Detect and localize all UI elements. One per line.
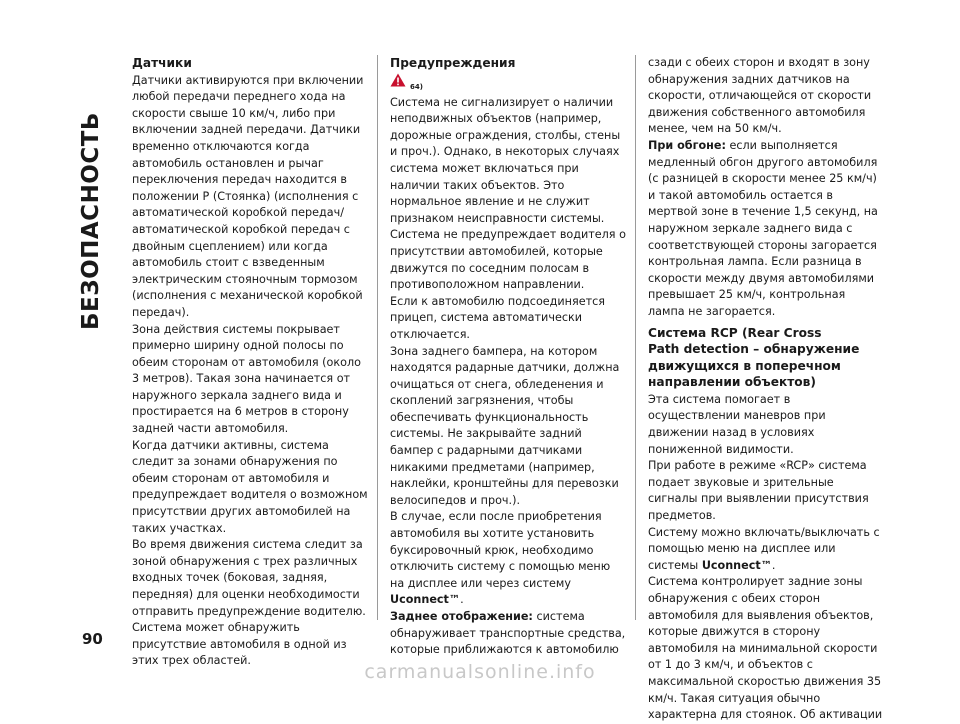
- warnings-heading: Предупреждения: [390, 56, 516, 70]
- paragraph-text: .: [460, 593, 464, 607]
- warning-reference: 64): [410, 82, 423, 91]
- page-number: 90: [82, 630, 103, 648]
- paragraph-text: Систему можно включать/выключать с помощью меню на дисплее или системы: [648, 525, 880, 572]
- text-column-3: [648, 55, 884, 724]
- text-column-2: [390, 55, 626, 659]
- paragraph: [648, 525, 884, 575]
- section-side-title-text: БЕЗОПАСНОСТЬ: [78, 112, 104, 330]
- paragraph: Зона заднего бампера, на котором находятся радарные датчики, должна очищаться от снега, обледенения и скоплений загрязнения, чтобы обеспечивать функциональность системы. Не закрывайте задний бампер с радарными датчиками никакими предметами (например, наклейки, кронштейны для перевозки велосипедов и проч.).: [390, 344, 620, 507]
- rcp-heading-line: Система RCP (Rear Cross: [648, 325, 822, 340]
- rcp-heading-line: направлении объектов): [648, 375, 816, 390]
- uconnect-brand: Uconnect™: [390, 593, 461, 607]
- section-side-title: [72, 50, 112, 350]
- paragraph: Система не сигнализирует о наличии неподвижных объектов (например, дорожные ограждения, столбы, стены и проч.). Однако, в некоторых случаях система может включаться при наличии таких объектов. Это нормальное явление и не служит признаком неисправности системы.: [390, 95, 621, 225]
- paragraph: Датчики активируются при включении любой передачи переднего хода на скорости свыше 10 км/ч, либо при включении задней передачи. Датчики временно отключаются когда автомобиль остановлен и рычаг переключения передач находится в положении P (Стоянка) (исполнения с автоматической коробкой передач/автоматической коробкой передач с двойным сцеплением) или когда автомобиль стоит с взведенным электрическим стояночным тормозом (исполнения с механической коробкой передач).: [132, 73, 364, 319]
- overtaking-label: При обгоне:: [648, 138, 726, 152]
- warning-triangle-icon: [390, 73, 406, 87]
- paragraph: сзади с обеих сторон и входят в зону обнаружения задних датчиков на скорости, отличающейся от скорости движения собственного автомобиля менее, чем на 50 км/ч.: [648, 56, 872, 136]
- watermark: carmanualsonline.info: [364, 661, 596, 683]
- rcp-heading-line: Path detection – обнаружение: [648, 342, 860, 357]
- paragraph-text: если выполняется медленный обгон другого автомобиля (с разницей в скорости менее 25 км/ч) и такой автомобиль остается в мертвой зоне в течение 1,5 секунд, на наружном зеркале заднего вида с соответствующей стороны загорается контрольная лампа. Если разница в скорости между двумя автомобилями превышает 25 км/ч, контрольная лампа не загорается.: [648, 138, 878, 318]
- sensors-heading: Датчики: [132, 56, 192, 70]
- paragraph: Система не предупреждает водителя о присутствии автомобилей, которые движутся по соседним полосам в противоположном направлении.: [390, 228, 626, 292]
- paragraph: Если к автомобилю подсоединяется прицеп, система автоматически отключается.: [390, 294, 606, 341]
- uconnect-brand: Uconnect™: [701, 558, 772, 572]
- paragraph: Эта система помогает в осуществлении маневров при движении назад в условиях пониженной видимости.: [648, 392, 826, 456]
- column-divider: [377, 55, 378, 620]
- rear-display-label: Заднее отображение:: [390, 610, 533, 623]
- paragraph-text: В случае, если после приобретения автомобиля вы хотите установить буксировочный крюк, необходимо отключить систему с помощью меню на дисплее или через систему: [390, 510, 611, 590]
- text-column-1: [132, 55, 368, 670]
- paragraph: При работе в режиме «RCP» система подает звуковые и зрительные сигналы при выявлении присутствия предметов.: [648, 459, 869, 523]
- column-divider: [635, 55, 636, 620]
- paragraph: Система контролирует задние зоны обнаружения с обеих сторон автомобиля для выявления объектов, которые движутся в сторону автомобиля на минимальной скорости от 1 до 3 км/ч, и объектов с максимальной скоростью движения 35 км/ч. Такая ситуация обычно характерна для стоянок. Об активации: [648, 575, 883, 722]
- paragraph: [390, 609, 626, 659]
- paragraph-text: система обнаруживает транспортные средства, которые приближаются к автомобилю: [390, 610, 626, 657]
- rcp-heading-line: движущихся в поперечном: [648, 358, 841, 373]
- paragraph: [390, 509, 626, 609]
- paragraph: Во время движения система следит за зоной обнаружения с трех различных входных точек (боковая, задняя, передняя) для оценки необходимости отправить предупреждение водителю. Система может обнаружить присутствие автомобиля в одной из этих трех областей.: [132, 538, 366, 668]
- rcp-heading: [648, 325, 884, 391]
- paragraph: [648, 138, 884, 321]
- paragraph: Когда датчики активны, система следит за зонами обнаружения по обеим сторонам от автомобиля и предупреждает водителя о возможном присутствии других автомобилей на таких участках.: [132, 438, 368, 535]
- paragraph: Зона действия системы покрывает примерно ширину одной полосы по обеим сторонам от автомобиля (около 3 метров). Такая зона начинается от наружного зеркала заднего вида и простирается на 6 метров в сторону задней части автомобиля.: [132, 322, 361, 436]
- paragraph-text: .: [771, 558, 776, 572]
- warning-marker: [390, 73, 626, 93]
